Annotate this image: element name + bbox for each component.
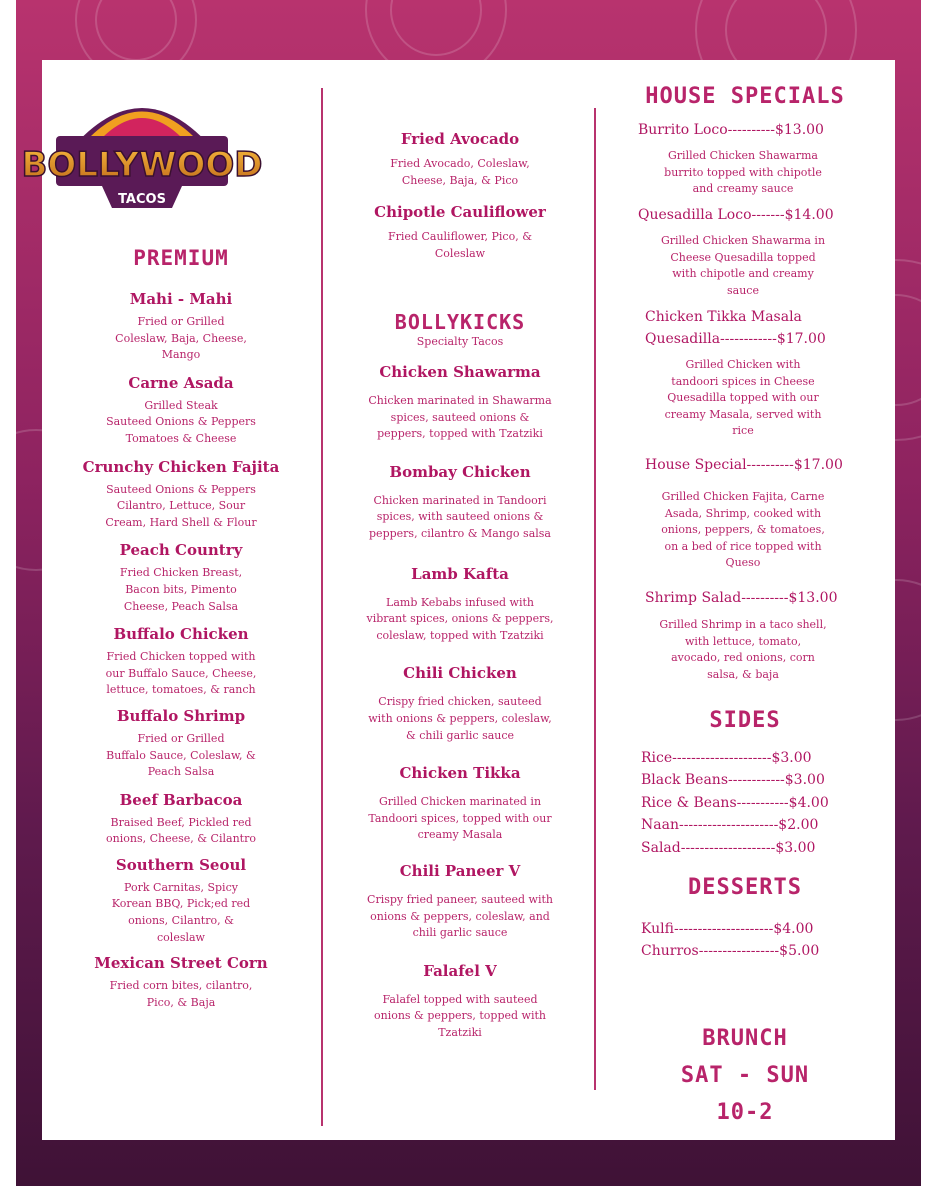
item-description: avocado, red onions, corn: [671, 651, 815, 665]
item-description: Braised Beef, Pickled red: [110, 815, 252, 829]
item-description: onions, Cheese, & Cilantro: [106, 832, 256, 846]
item-name: Southern Seoul: [115, 855, 247, 874]
item-description: vibrant spices, onions & peppers,: [366, 612, 554, 626]
desserts-list: [641, 918, 819, 963]
menu-item: [335, 862, 585, 942]
item-description: Falafel topped with sauteed: [382, 992, 538, 1006]
menu-item: [52, 791, 310, 848]
item-description: Crispy fried paneer, sauteed with: [367, 892, 553, 906]
menu-item: [52, 541, 310, 615]
middle-column: [335, 130, 585, 276]
house-special-description: [628, 617, 858, 683]
item-name: Mahi - Mahi: [129, 290, 233, 308]
item-description: Grilled Shrimp in a taco shell,: [659, 618, 827, 631]
menu-item: [52, 374, 310, 448]
brunch-block: [605, 1020, 885, 1131]
svg-text:TACOS: TACOS: [118, 192, 166, 207]
menu-item: [335, 962, 585, 1042]
item-description: Fried Cauliflower, Pico, &: [388, 230, 532, 244]
item-description: Korean BBQ, Pick;ed red: [111, 897, 251, 911]
item-description: Grilled Chicken marinated in: [378, 795, 542, 809]
item-description: Chicken marinated in Tandoori: [373, 493, 547, 507]
item-description: coleslaw: [157, 930, 205, 944]
item-description: peppers, cilantro & Mango salsa: [369, 526, 551, 540]
menu-item: [335, 664, 585, 744]
menu-item: [335, 764, 585, 844]
house-special-description: [628, 357, 858, 440]
side-item: Black Beans------------$3.00: [641, 772, 825, 789]
item-name: Lamb Kafta: [411, 564, 509, 583]
bollykicks-heading: BOLLYKICKS: [394, 310, 526, 334]
item-description: Cilantro, Lettuce, Sour: [116, 499, 246, 513]
item-description: Tandoori spices, topped with our: [368, 811, 552, 825]
item-description: with lettuce, tomato,: [684, 634, 802, 648]
item-description: Grilled Steak: [144, 398, 218, 412]
item-description: onions & peppers, topped with: [373, 1009, 546, 1023]
item-description: sauce: [727, 283, 759, 297]
item-description: onions & peppers, coleslaw, and: [370, 909, 550, 923]
house-special-price-line: House Special----------$17.00: [645, 457, 843, 473]
item-name: Crunchy Chicken Fajita: [82, 457, 280, 476]
item-name: Carne Asada: [128, 373, 234, 392]
item-description: Quesadilla topped with our: [667, 391, 819, 405]
item-name: Buffalo Chicken: [113, 625, 249, 644]
item-name: Bombay Chicken: [389, 462, 531, 481]
menu-item: [52, 290, 310, 364]
item-description: with onions & peppers, coleslaw,: [368, 711, 552, 725]
item-description: Cheese, Peach Salsa: [123, 599, 239, 613]
item-description: Cream, Hard Shell & Flour: [105, 515, 257, 529]
item-description: Tomatoes & Cheese: [125, 431, 237, 445]
menu-item: [52, 954, 310, 1011]
item-description: Coleslaw: [434, 246, 486, 260]
bollykicks-section: [335, 310, 585, 351]
menu-item: [335, 130, 585, 189]
side-item: Salad--------------------$3.00: [641, 839, 816, 856]
menu-item: [52, 856, 310, 946]
house-special-price-line: Quesadilla Loco-------$14.00: [638, 207, 834, 223]
bollywood-tacos-logo: [21, 78, 263, 218]
desserts-heading: DESSERTS: [688, 875, 802, 900]
item-description: coleslaw, topped with Tzatziki: [376, 628, 544, 642]
side-item: Rice & Beans-----------$4.00: [641, 794, 829, 811]
item-description: Cheese, Baja, & Pico: [401, 173, 519, 187]
item-name: Chili Paneer V: [399, 861, 521, 880]
menu-item: [52, 458, 310, 532]
item-name: Beef Barbacoa: [119, 790, 243, 809]
item-description: Tzatziki: [438, 1025, 482, 1039]
item-description: Fried Chicken topped with: [106, 650, 256, 664]
bollykicks-subtitle: Specialty Tacos: [416, 335, 504, 348]
item-description: Mango: [161, 348, 201, 362]
dessert-item: Churros-----------------$5.00: [641, 943, 820, 960]
item-description: Lamb Kebabs infused with: [386, 595, 534, 609]
item-description: creamy Masala: [417, 828, 503, 842]
house-special-description: [628, 233, 858, 299]
house-special-price-line: Shrimp Salad----------$13.00: [645, 590, 838, 606]
item-description: Coleslaw, Baja, Cheese,: [115, 331, 247, 345]
item-name: Chicken Tikka: [399, 764, 521, 783]
brunch-hours: 10-2: [716, 1100, 774, 1125]
item-description: tandoori spices in Cheese: [671, 374, 815, 388]
item-description: & chili garlic sauce: [405, 728, 515, 742]
side-item: Naan---------------------$2.00: [641, 817, 819, 834]
house-special-description: [628, 489, 858, 572]
house-special-description: [628, 148, 858, 198]
menu-item: [52, 707, 310, 781]
item-description: Chicken marinated in Shawarma: [368, 394, 552, 407]
item-description: Buffalo Sauce, Coleslaw, &: [106, 748, 256, 762]
item-description: Sauteed Onions & Peppers: [106, 415, 256, 429]
item-description: Crispy fried chicken, sauteed: [378, 695, 542, 709]
column-divider-right: [594, 108, 596, 1090]
house-special-price-line: Chicken Tikka Masala: [645, 309, 802, 325]
item-description: Sauteed Onions & Peppers: [106, 482, 256, 496]
item-description: Pico, & Baja: [146, 995, 216, 1009]
item-description: spices, with sauteed onions &: [376, 510, 544, 524]
sides-heading: SIDES: [709, 708, 781, 733]
item-name: Buffalo Shrimp: [116, 706, 246, 725]
brunch-title: BRUNCH: [702, 1026, 788, 1051]
premium-column: [52, 246, 310, 1019]
item-description: Asada, Shrimp, cooked with: [664, 506, 822, 520]
item-description: Cheese Quesadilla topped: [670, 250, 816, 264]
premium-heading: PREMIUM: [133, 246, 229, 270]
item-description: Grilled Chicken Fajita, Carne: [661, 490, 825, 503]
item-description: Grilled Chicken Shawarma: [668, 149, 818, 162]
item-name: Chicken Shawarma: [379, 363, 541, 381]
item-description: spices, sauteed onions &: [390, 410, 530, 424]
item-name: Fried Avocado: [400, 130, 520, 148]
item-description: our Buffalo Sauce, Cheese,: [105, 666, 257, 680]
item-description: Fried corn bites, cilantro,: [109, 979, 253, 993]
item-description: and creamy sauce: [692, 182, 794, 196]
item-name: Falafel V: [423, 961, 497, 980]
dessert-item: Kulfi---------------------$4.00: [641, 921, 814, 937]
house-special-price-line: Burrito Loco----------$13.00: [638, 122, 824, 138]
side-item: Rice---------------------$3.00: [641, 750, 812, 766]
item-description: Fried Chicken Breast,: [119, 566, 243, 580]
item-description: Fried Avocado, Coleslaw,: [390, 157, 530, 170]
item-description: lettuce, tomatoes, & ranch: [106, 683, 256, 697]
item-description: chili garlic sauce: [412, 926, 508, 940]
item-description: Peach Salsa: [147, 765, 215, 779]
item-description: onions, peppers, & tomatoes,: [661, 523, 825, 537]
item-description: Fried or Grilled: [137, 315, 225, 328]
item-description: salsa, & baja: [707, 667, 779, 681]
item-description: onions, Cilantro, &: [128, 914, 234, 928]
item-description: rice: [732, 424, 754, 438]
item-description: with chipotle and creamy: [672, 267, 814, 281]
bollykicks-list: [335, 363, 585, 1041]
item-description: burrito topped with chipotle: [664, 165, 822, 179]
item-name: Mexican Street Corn: [94, 954, 268, 973]
item-description: on a bed of rice topped with: [664, 539, 822, 553]
item-description: Grilled Chicken Shawarma in: [660, 234, 826, 247]
sides-list: [641, 747, 829, 859]
menu-item: [335, 363, 585, 443]
item-description: peppers, topped with Tzatziki: [377, 427, 543, 441]
menu-item: [335, 565, 585, 645]
item-description: Fried or Grilled: [137, 731, 225, 745]
item-name: Chipotle Cauliflower: [374, 203, 546, 222]
item-description: Queso: [725, 556, 761, 570]
svg-text:BOLLYWOOD: BOLLYWOOD: [21, 145, 263, 185]
house-specials-heading: HOUSE SPECIALS: [645, 84, 845, 109]
item-description: Pork Carnitas, Spicy: [124, 880, 238, 894]
item-name: Peach Country: [119, 541, 243, 560]
item-description: Grilled Chicken with: [685, 358, 801, 371]
house-special-price-line: Quesadilla------------$17.00: [645, 331, 826, 347]
item-description: creamy Masala, served with: [664, 407, 822, 421]
column-divider-left: [321, 88, 323, 1126]
menu-item: [52, 625, 310, 699]
item-description: Bacon bits, Pimento: [125, 582, 237, 596]
brunch-days: SAT - SUN: [680, 1063, 810, 1088]
item-name: Chili Chicken: [403, 664, 517, 683]
menu-item: [335, 203, 585, 262]
menu-item: [335, 463, 585, 543]
